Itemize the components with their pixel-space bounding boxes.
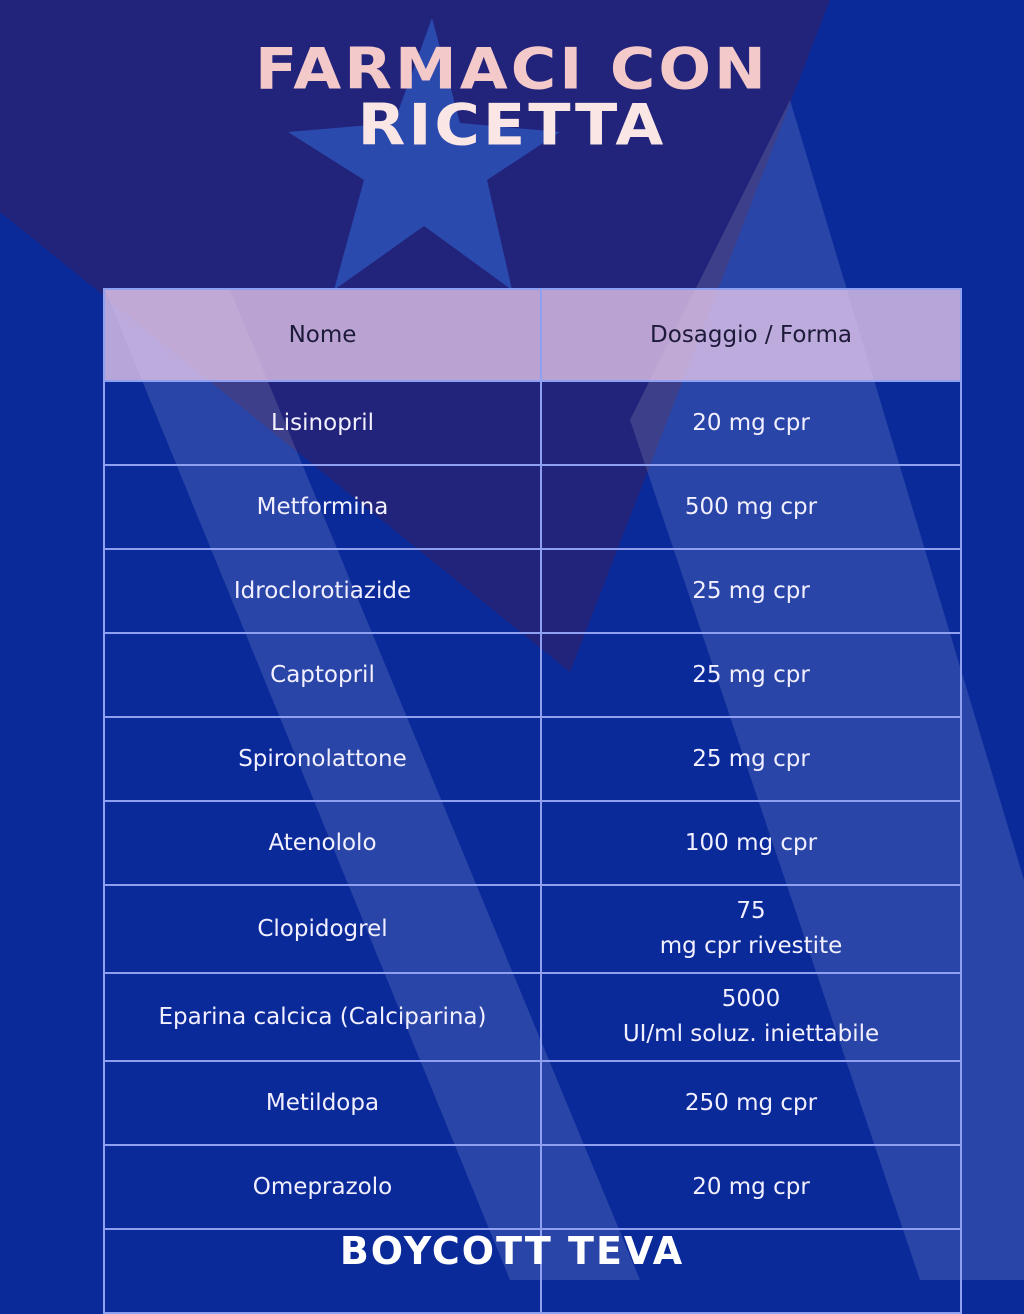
drug-dose [541,381,961,465]
dose-line1: 75 [736,898,766,924]
dose-line1: 20 mg cpr [692,409,810,436]
drug-dose [541,465,961,549]
page-title-line1: FARMACI CON [255,34,769,103]
table-row [104,973,961,1061]
dose-line2: mg cpr rivestite [659,933,843,959]
dose-line1: 25 mg cpr [692,745,810,772]
dose-line1: 25 mg cpr [692,577,810,604]
drug-name: Lisinopril [104,381,541,465]
drug-dose [541,1061,961,1145]
dose-line2: UI/ml soluz. iniettabile [622,1021,880,1047]
dose-line1: 20 mg cpr [692,1173,810,1200]
drug-name: Clopidogrel [104,885,541,973]
table-row [104,801,961,885]
drug-name: Captopril [104,633,541,717]
drug-name: Omeprazolo [104,1145,541,1229]
table-row [104,633,961,717]
table-row [104,381,961,465]
dose-line1: 500 mg cpr [684,493,818,520]
boycott-footer: BOYCOTT TEVA [339,1229,685,1273]
drug-name: Atenololo [104,801,541,885]
drug-name: Spironolattone [104,717,541,801]
drug-dose [541,633,961,717]
page-title-line2: RICETTA [357,90,667,159]
drug-name: Idroclorotiazide [104,549,541,633]
drug-dose [541,801,961,885]
drug-dose [541,717,961,801]
header-name: Nome [104,289,541,381]
drug-dose [541,885,961,973]
table-row [104,885,961,973]
drug-table [103,288,962,1314]
table-row [104,465,961,549]
drug-dose [541,973,961,1061]
drug-name: Metildopa [104,1061,541,1145]
drug-dose [541,1145,961,1229]
drug-name: Eparina calcica (Calciparina) [104,973,541,1061]
table-row [104,549,961,633]
dose-line1: 100 mg cpr [684,829,818,856]
dose-line1: 25 mg cpr [692,661,810,688]
table-row [104,1061,961,1145]
header-dose: Dosaggio / Forma [541,289,961,381]
table-row [104,717,961,801]
table-row [104,1145,961,1229]
dose-line1: 250 mg cpr [684,1089,818,1116]
dose-line1: 5000 [721,986,781,1012]
drug-name: Metformina [104,465,541,549]
table-header-row [104,289,961,381]
drug-dose [541,549,961,633]
